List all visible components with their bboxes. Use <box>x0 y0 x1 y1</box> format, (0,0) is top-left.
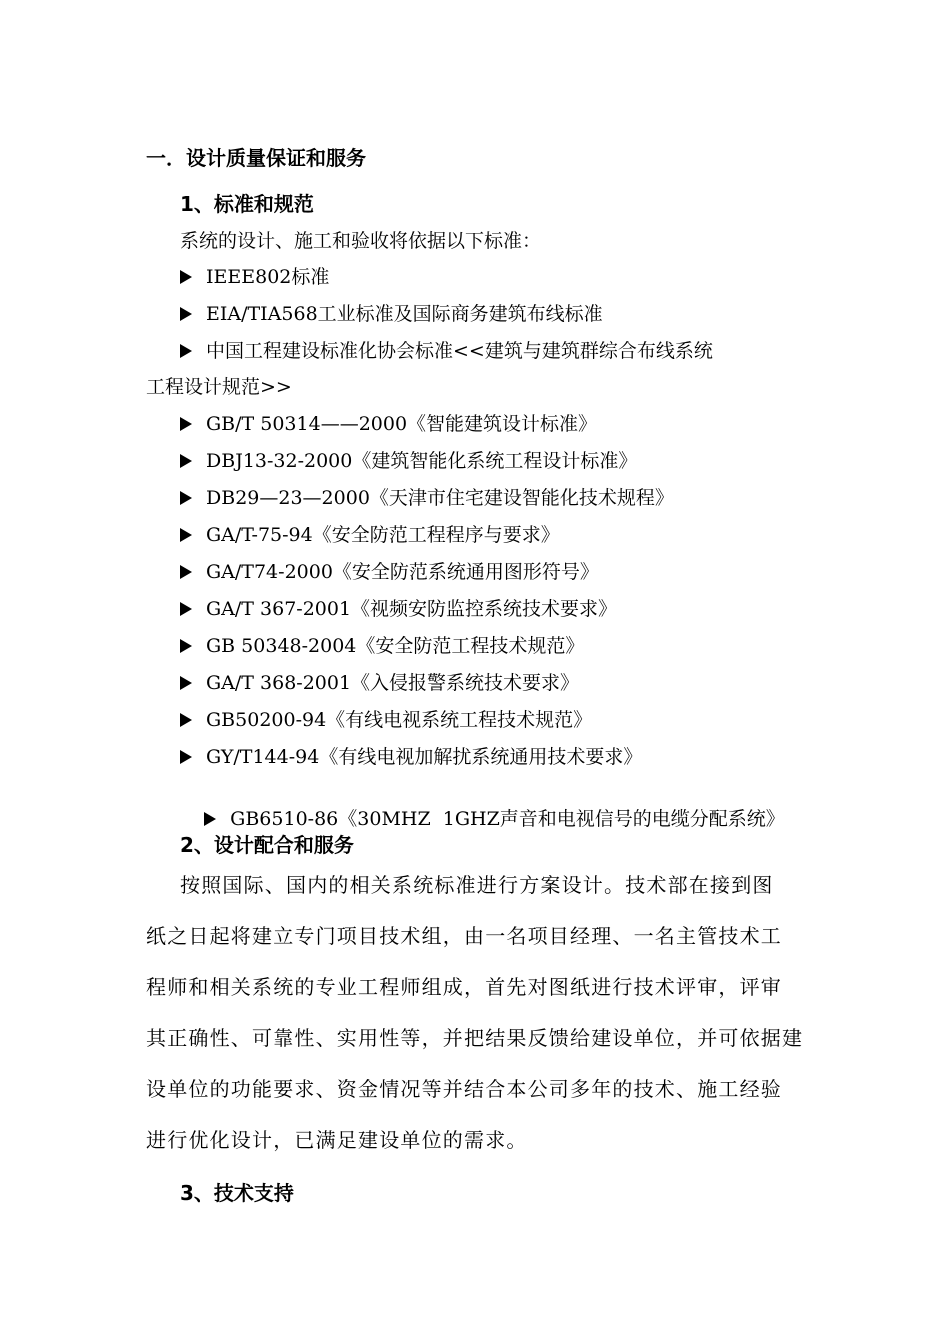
arrow-bullet-icon <box>180 270 192 284</box>
arrow-bullet-icon <box>180 344 192 358</box>
arrow-bullet-icon <box>180 602 192 616</box>
subsection-2-title: 2、设计配合和服务 <box>180 833 354 857</box>
paragraph-line: 按照国际、国内的相关系统标准进行方案设计。技术部在接到图 <box>180 873 774 897</box>
arrow-bullet-icon <box>180 307 192 321</box>
arrow-bullet-icon <box>204 812 216 826</box>
standard-item: GA/T 368-2001《入侵报警系统技术要求》 <box>180 671 579 695</box>
subsection-2-paragraph <box>146 873 810 1179</box>
arrow-bullet-icon <box>180 454 192 468</box>
arrow-bullet-icon <box>180 565 192 579</box>
paragraph-line: 设单位的功能要求、资金情况等并结合本公司多年的技术、施工经验 <box>146 1077 782 1101</box>
standard-item: GB 50348-2004《安全防范工程技术规范》 <box>180 634 584 658</box>
subsection-1-intro: 系统的设计、施工和验收将依据以下标准： <box>180 230 542 252</box>
standard-item: GA/T 367-2001《视频安防监控系统技术要求》 <box>180 597 617 621</box>
standard-item: 中国工程建设标准化协会标准<<建筑与建筑群综合布线系统 <box>180 339 713 363</box>
arrow-bullet-icon <box>180 639 192 653</box>
arrow-bullet-icon <box>180 750 192 764</box>
paragraph-line: 其正确性、可靠性、实用性等，并把结果反馈给建设单位，并可依据建 <box>146 1026 804 1050</box>
subsection-3-title: 3、技术支持 <box>180 1181 294 1205</box>
subsection-1-title: 1、标准和规范 <box>180 192 314 216</box>
standard-item: GA/T-75-94《安全防范工程程序与要求》 <box>180 523 560 547</box>
arrow-bullet-icon <box>180 676 192 690</box>
standard-item: GB6510-86《30MHZ 1GHZ声音和电视信号的电缆分配系统》 <box>180 783 785 855</box>
paragraph-line: 程师和相关系统的专业工程师组成，首先对图纸进行技术评审，评审 <box>146 975 782 999</box>
arrow-bullet-icon <box>180 417 192 431</box>
standard-item: GA/T74-2000《安全防范系统通用图形符号》 <box>180 560 599 584</box>
paragraph-line: 进行优化设计，已满足建设单位的需求。 <box>146 1128 528 1152</box>
arrow-bullet-icon <box>180 528 192 542</box>
arrow-bullet-icon <box>180 713 192 727</box>
standard-item: GB50200-94《有线电视系统工程技术规范》 <box>180 708 592 732</box>
standard-item: EIA/TIA568工业标准及国际商务建筑布线标准 <box>180 302 603 326</box>
section-title: 一．设计质量保证和服务 <box>146 146 366 170</box>
paragraph-line: 纸之日起将建立专门项目技术组，由一名项目经理、一名主管技术工 <box>146 924 782 948</box>
standard-item: DB29—23—2000《天津市住宅建设智能化技术规程》 <box>180 486 674 510</box>
standard-item: IEEE802标准 <box>180 265 329 289</box>
standard-item: GB/T 50314——2000《智能建筑设计标准》 <box>180 412 597 436</box>
standard-item: DBJ13-32-2000《建筑智能化系统工程设计标准》 <box>180 449 637 473</box>
standard-item: GY/T144-94《有线电视加解扰系统通用技术要求》 <box>180 745 642 769</box>
arrow-bullet-icon <box>180 491 192 505</box>
standard-item-continuation: 工程设计规范>> <box>146 376 292 398</box>
